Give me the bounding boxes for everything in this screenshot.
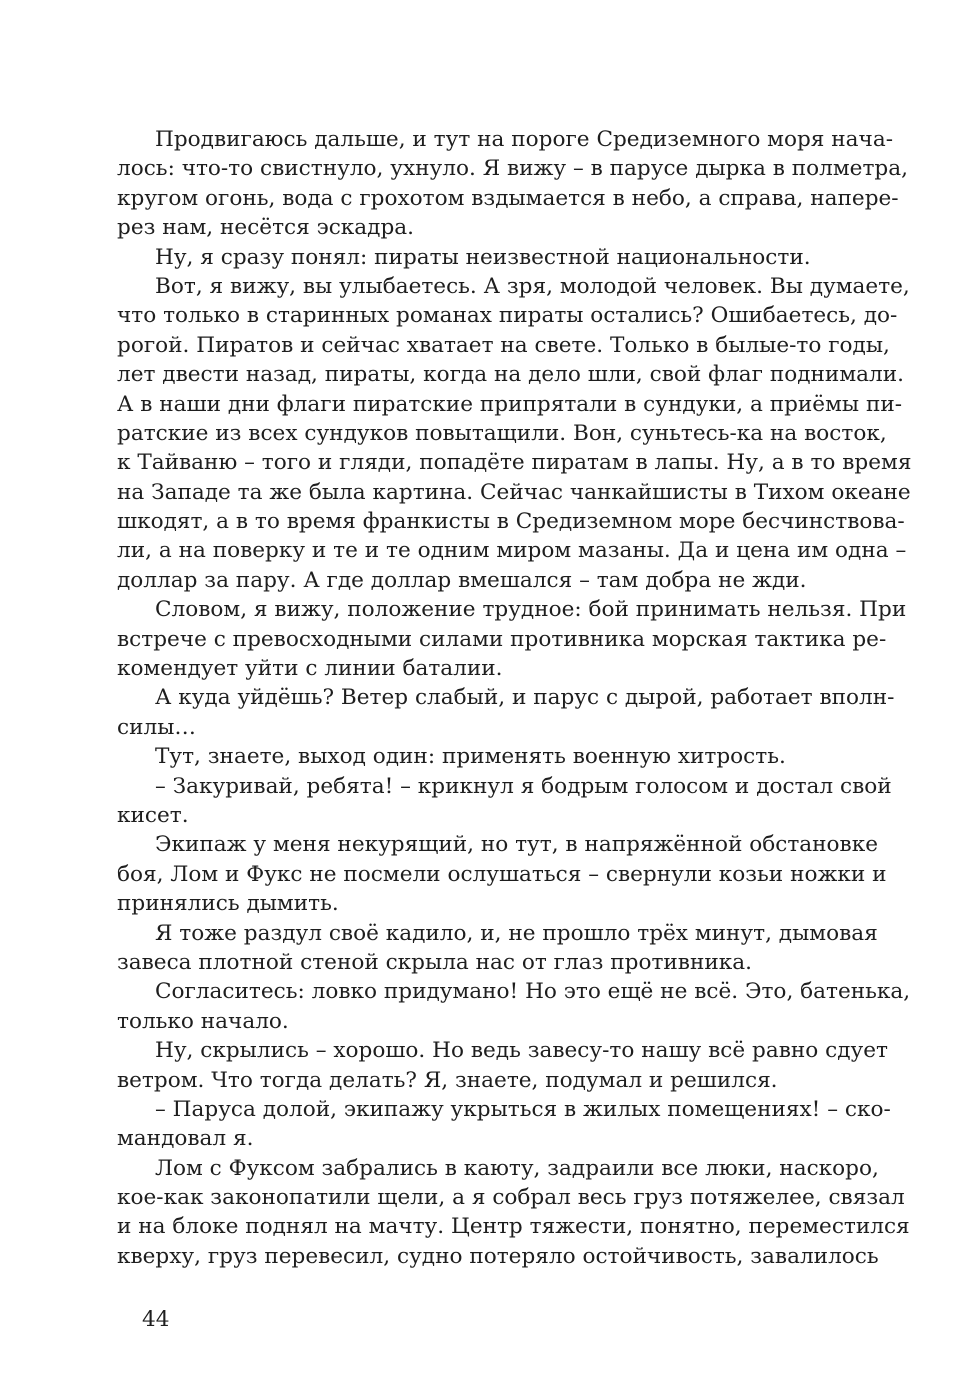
text-line: кое-как законопатили щели, а я собрал весь груз потяжелее, связал: [117, 1185, 905, 1211]
text-line: силы…: [117, 714, 196, 740]
text-line: доллар за пару. А где доллар вмешался – там добра не жди.: [117, 567, 807, 593]
paragraph: [117, 772, 892, 831]
text-line: Продвигаюсь дальше, и тут на пороге Средиземного моря нача-: [155, 127, 894, 152]
paragraph: [117, 595, 907, 683]
text-line: Вот, я вижу, вы улыбаетесь. А зря, молодой человек. Вы думаете,: [155, 273, 910, 299]
text-line: завеса плотной стеной скрыла нас от глаз противника.: [117, 949, 752, 975]
text-line: лось: что-то свистнуло, ухнуло. Я вижу – в парусе дырка в полметра,: [117, 156, 908, 182]
text-line: – Закуривай, ребята! – крикнул я бодрым голосом и достал свой: [155, 773, 892, 799]
text-line: рез нам, несётся эскадра.: [117, 215, 415, 241]
text-line: Ну, я сразу понял: пираты неизвестной национальности.: [155, 244, 811, 270]
text-line: Тут, знаете, выход один: применять военную хитрость.: [155, 744, 786, 770]
text-line: – Паруса долой, экипажу укрыться в жилых помещениях! – ско-: [155, 1096, 891, 1122]
text-line: к Тайваню – того и гляди, попадёте пиратам в лапы. Ну, а в то время: [117, 450, 912, 476]
text-line: кисет.: [117, 802, 189, 828]
text-line: мандовал я.: [117, 1126, 254, 1152]
text-line: Лом с Фуксом забрались в каюту, задраили все люки, наскоро,: [155, 1155, 879, 1181]
text-line: Словом, я вижу, положение трудное: бой принимать нельзя. При: [155, 597, 907, 623]
text-line: Ну, скрылись – хорошо. Но ведь завесу-то нашу всё равно сдует: [155, 1038, 888, 1064]
text-line: лет двести назад, пираты, когда на дело шли, свой флаг поднимали.: [117, 362, 904, 388]
text-line: Я тоже раздул своё кадило, и, не прошло трёх минут, дымовая: [155, 920, 878, 946]
text-line: Согласитесь: ловко придумано! Но это ещё не всё. Это, батенька,: [155, 979, 911, 1005]
text-line: ветром. Что тогда делать? Я, знаете, подумал и решился.: [117, 1067, 778, 1093]
paragraph: [117, 919, 878, 978]
paragraph: [117, 830, 887, 918]
text-line: кругом огонь, вода с грохотом вздымается в небо, а справа, напере-: [117, 185, 899, 211]
paragraph: [117, 125, 908, 243]
page-body-text: [117, 125, 912, 1271]
text-line: кверху, груз перевесил, судно потеряло остойчивость, завалилось: [117, 1243, 879, 1269]
paragraph: [117, 1036, 888, 1095]
paragraph: [117, 272, 912, 595]
text-line: встрече с превосходными силами противника морская тактика ре-: [117, 626, 887, 652]
text-line: комендует уйти с линии баталии.: [117, 656, 503, 682]
paragraph: [117, 683, 895, 742]
paragraph: [117, 742, 851, 771]
paragraph: [117, 977, 911, 1036]
text-line: что только в старинных романах пираты остались? Ошибаетесь, до-: [117, 303, 898, 329]
paragraph: [117, 1154, 910, 1272]
text-line: принялись дымить.: [117, 891, 339, 917]
text-line: ли, а на поверку и те и те одним миром мазаны. Да и цена им одна –: [117, 538, 907, 564]
text-line: на Западе та же была картина. Сейчас чанкайшисты в Тихом океане: [117, 479, 911, 505]
paragraph: [117, 243, 851, 272]
text-line: и на блоке поднял на мачту. Центр тяжести, понятно, переместился: [117, 1214, 910, 1240]
page-number: 44: [142, 1307, 170, 1332]
paragraph: [117, 1095, 891, 1154]
text-line: Экипаж у меня некурящий, но тут, в напряжённой обстановке: [155, 832, 878, 858]
text-line: А в наши дни флаги пиратские припрятали в сундуки, а приёмы пи-: [117, 391, 903, 417]
text-line: рогой. Пиратов и сейчас хватает на свете. Только в былые-то годы,: [117, 332, 890, 358]
text-line: боя, Лом и Фукс не посмели ослушаться – свернули козьи ножки и: [117, 861, 887, 887]
text-line: А куда уйдёшь? Ветер слабый, и парус с дырой, работает вполн-: [155, 685, 895, 711]
text-line: шкодят, а в то время франкисты в Средиземном море бесчинствова-: [117, 509, 905, 535]
text-line: ратские из всех сундуков повытащили. Вон, суньтесь-ка на восток,: [117, 420, 887, 446]
text-line: только начало.: [117, 1008, 289, 1034]
